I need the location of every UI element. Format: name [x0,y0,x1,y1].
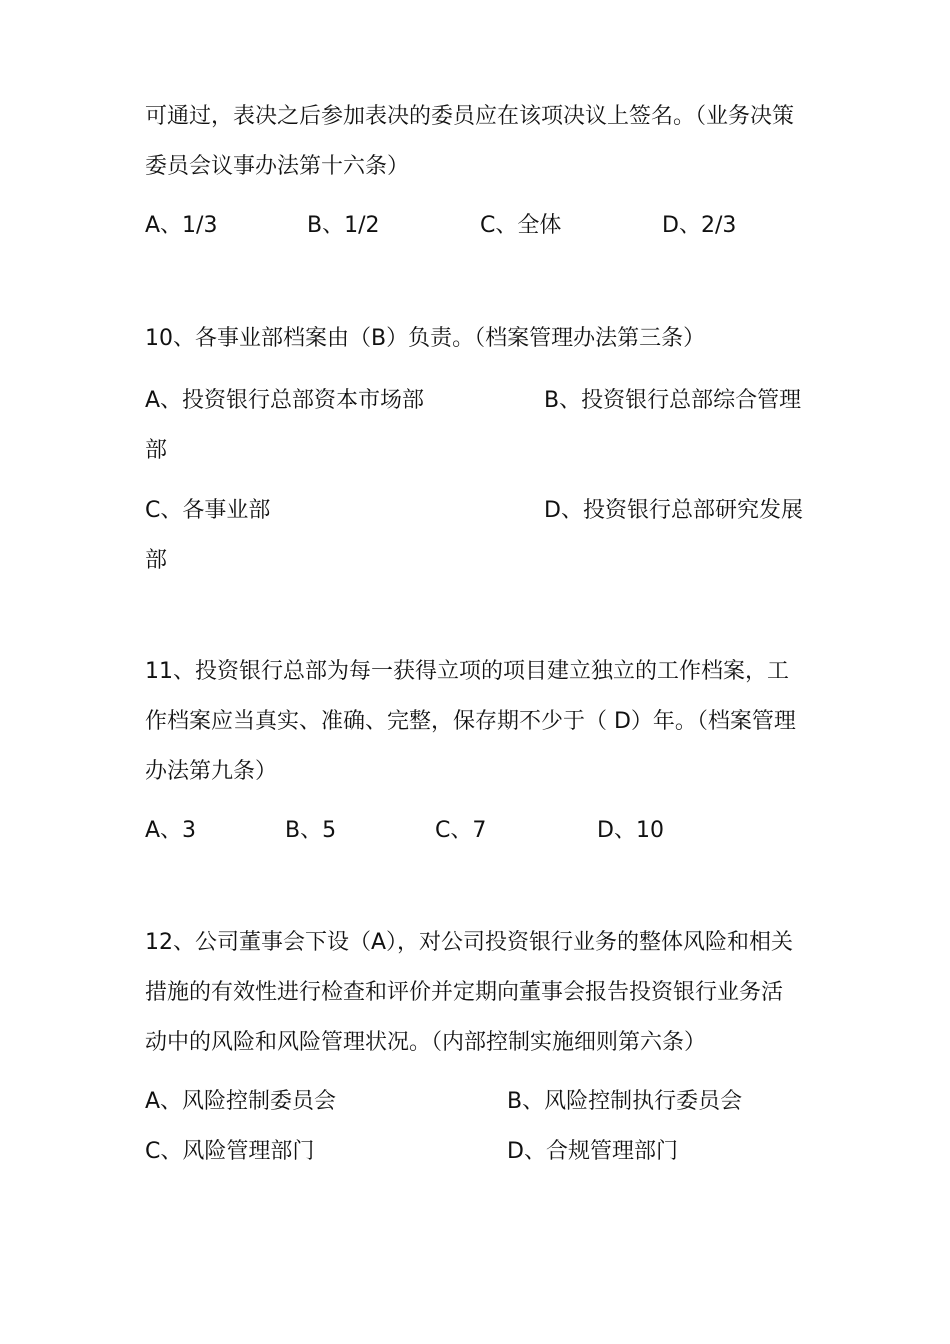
q9-option-b: B、1/2 [307,213,380,238]
q10-option-b: B、投资银行总部综合管理 [544,388,802,413]
q12-text-line-1: 12、公司董事会下设（A），对公司投资银行业务的整体风险和相关 [145,930,794,955]
q12-option-c: C、风险管理部门 [145,1139,315,1164]
q12-option-a: A、风险控制委员会 [145,1089,337,1114]
q9-option-c: C、全体 [480,213,562,238]
q10-stem: 10、各事业部档案由（B）负责。（档案管理办法第三条） [145,326,706,351]
q10-option-d: D、投资银行总部研究发展 [544,498,803,523]
q12-option-b: B、风险控制执行委员会 [507,1089,743,1114]
q12-option-d: D、合规管理部门 [507,1139,678,1164]
q11-option-c: C、7 [435,818,487,843]
q11-option-a: A、3 [145,818,197,843]
q9-text-line-2: 委员会议事办法第十六条） [145,154,410,179]
q9-text-line-1: 可通过，表决之后参加表决的委员应在该项决议上签名。（业务决策 [145,104,795,129]
q9-option-a: A、1/3 [145,213,218,238]
q11-option-b: B、5 [285,818,337,843]
q10-option-b-continued: 部 [145,438,168,463]
q12-text-line-3: 动中的风险和风险管理状况。（内部控制实施细则第六条） [145,1030,707,1055]
q11-text-line-1: 11、投资银行总部为每一获得立项的项目建立独立的工作档案，工 [145,659,789,684]
q11-option-d: D、10 [597,818,664,843]
q9-option-d: D、2/3 [662,213,737,238]
q12-text-line-2: 措施的有效性进行检查和评价并定期向董事会报告投资银行业务活 [145,980,784,1005]
q11-text-line-3: 办法第九条） [145,759,278,784]
q10-option-a: A、投资银行总部资本市场部 [145,388,425,413]
q11-text-line-2: 作档案应当真实、准确、完整，保存期不少于（ D）年。（档案管理 [145,709,796,734]
q10-option-d-continued: 部 [145,548,168,573]
q10-option-c: C、各事业部 [145,498,271,523]
